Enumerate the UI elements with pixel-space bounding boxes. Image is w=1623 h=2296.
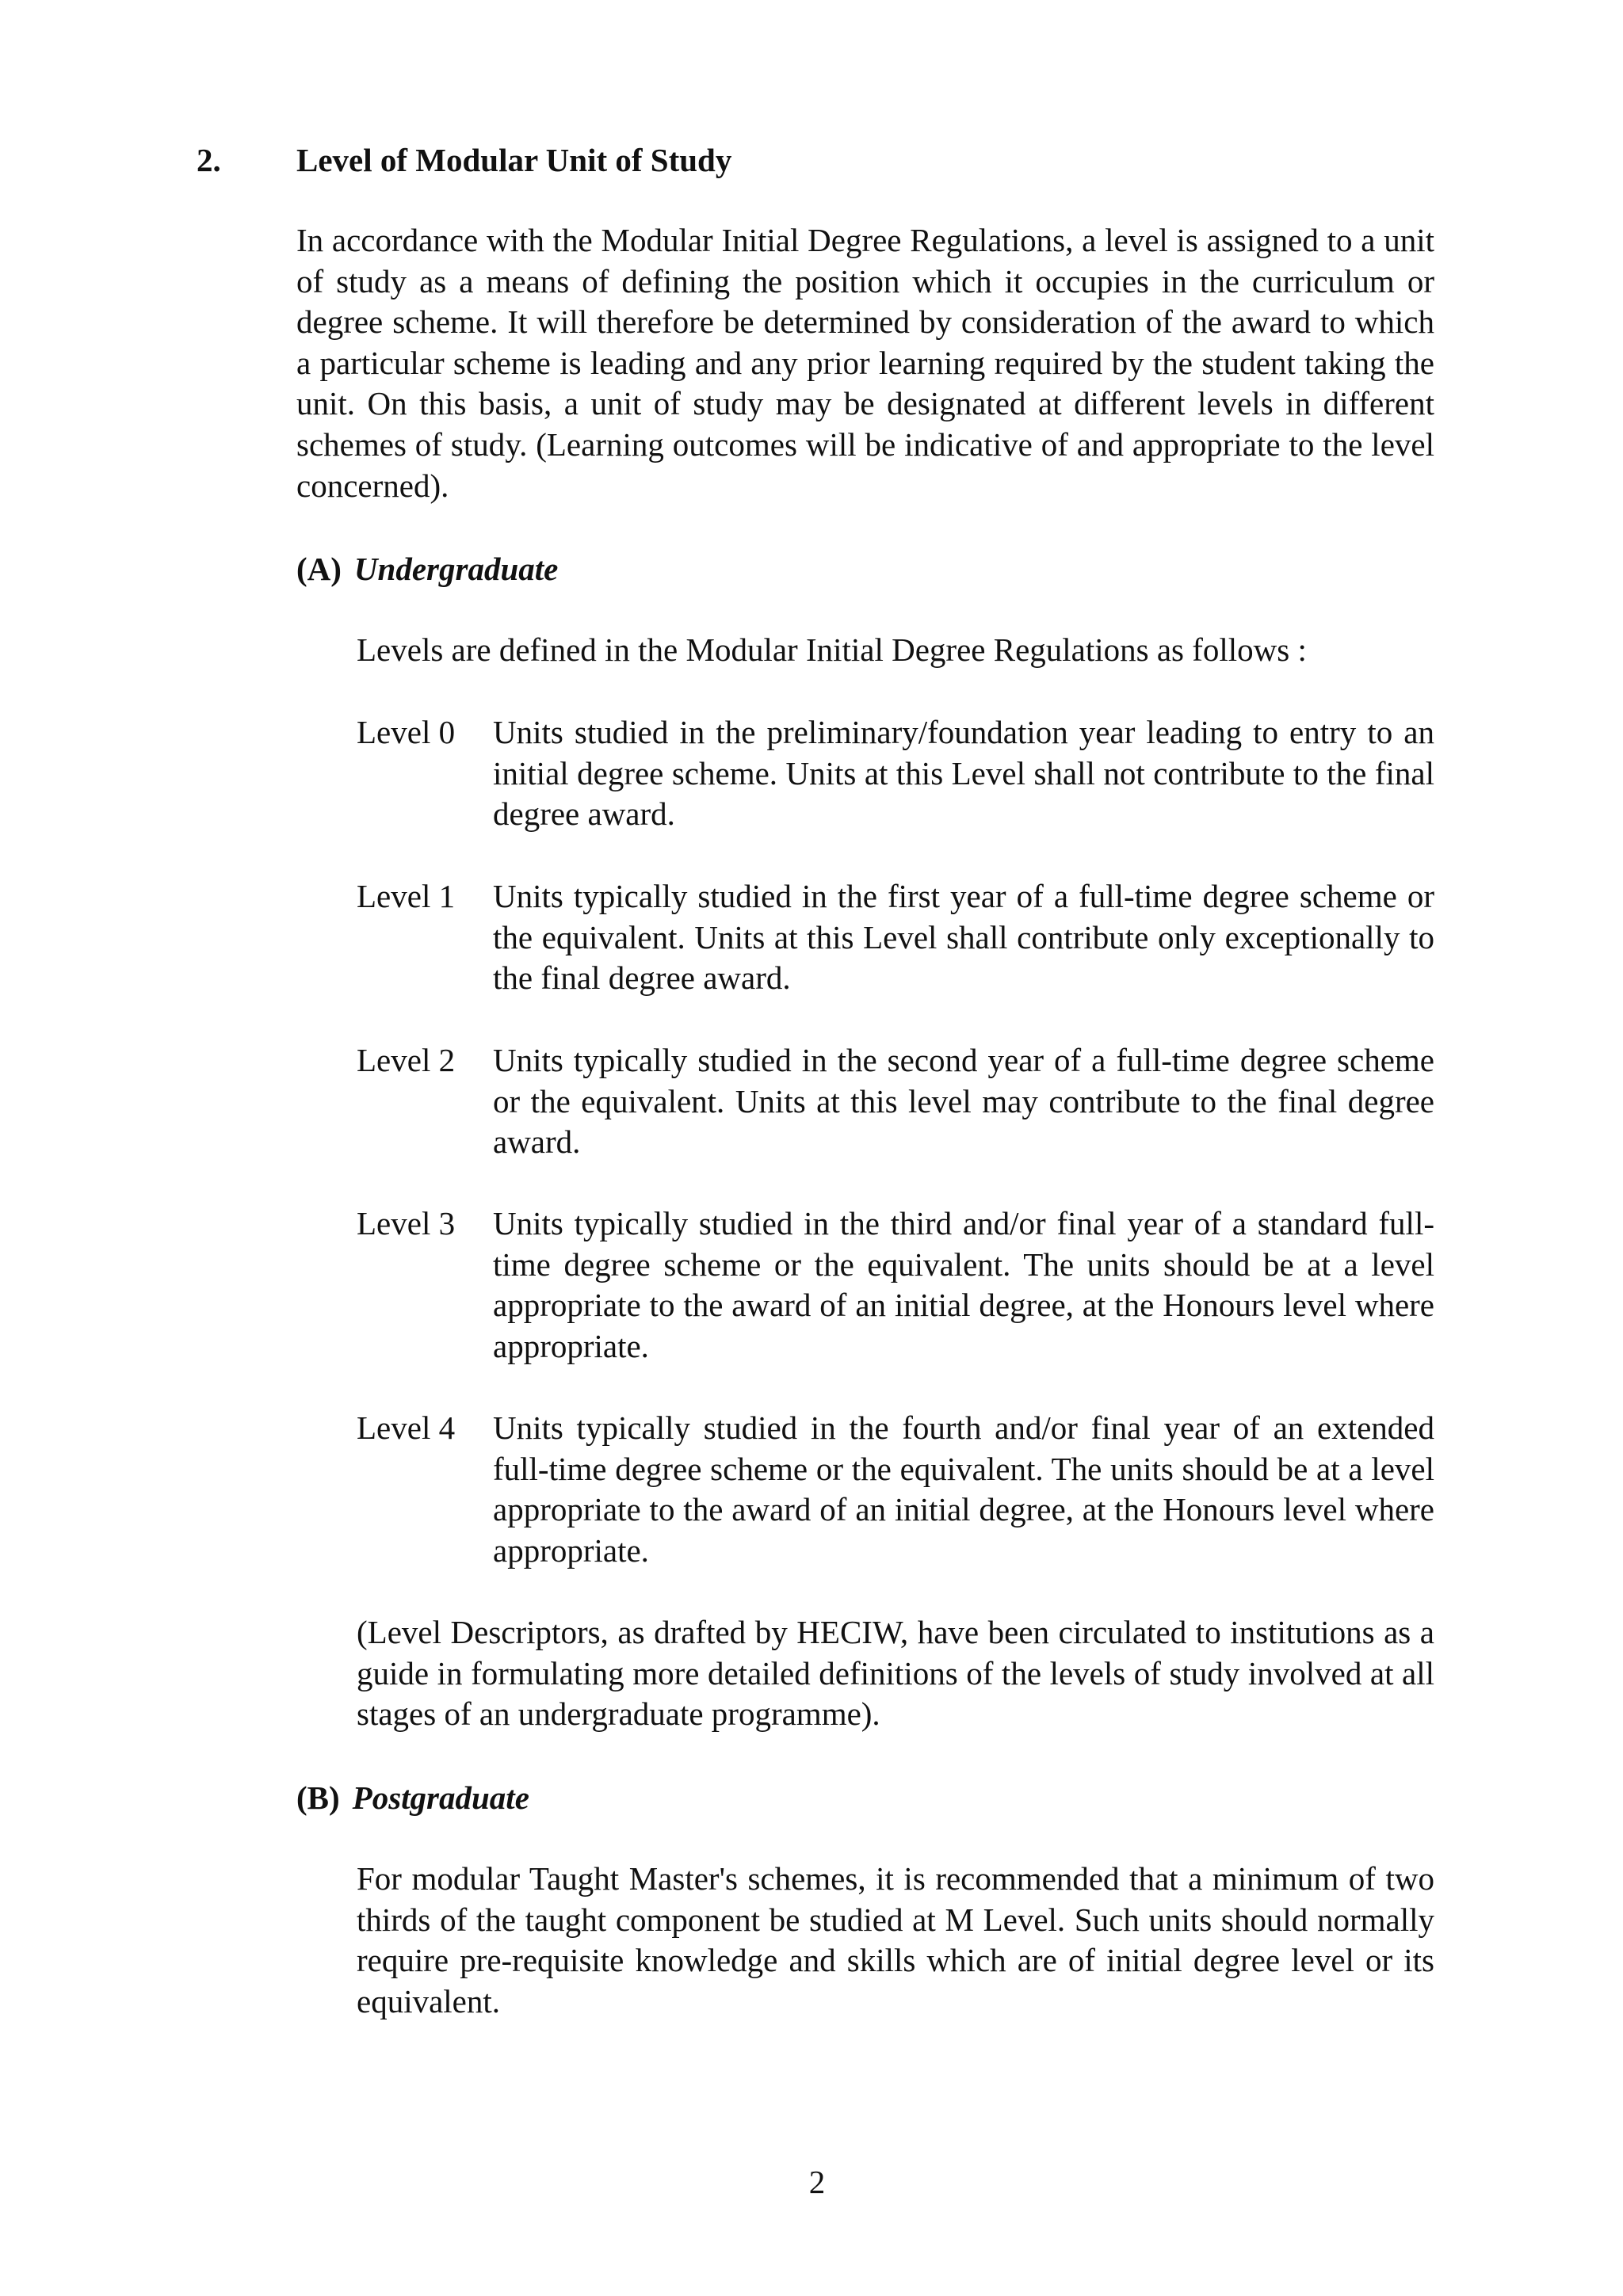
level-0-text: Units studied in the preliminary/foundation year leading to entry to an initial degree scheme. Units at this Level shall not contribute to the final degree award. [493, 714, 1434, 833]
postgraduate-heading [296, 1777, 529, 1818]
undergraduate-title: Undergraduate [353, 551, 559, 587]
postgraduate-title: Postgraduate [352, 1779, 529, 1816]
level-2-label: Level 2 [357, 1042, 456, 1078]
level-2-text: Units typically studied in the second year of a full-time degree scheme or the equivalent. Units at this level may contribute to the final degree award. [493, 1042, 1434, 1161]
undergraduate-letter: (A) [296, 551, 342, 587]
section-title: Level of Modular Unit of Study [296, 142, 732, 178]
postgraduate-paragraph: For modular Taught Master's schemes, it is recommended that a minimum of two thirds of the taught component be studied at M Level. Such units should normally require pre-requisite knowledge and skills which are of initial degree level or its equivalent. [357, 1860, 1434, 2019]
intro-paragraph: In accordance with the Modular Initial Degree Regulations, a level is assigned to a unit of study as a means of defining the position which it occupies in the curriculum or degree scheme. It will therefore be determined by consideration of the award to which a particular scheme is leading and any prior learning required by the student taking the unit. On this basis, a unit of study may be designated at different levels in different schemes of study. (Learning outcomes will be indicative of and appropriate to the level concerned). [296, 222, 1434, 504]
undergraduate-heading [296, 548, 558, 589]
level-1-label: Level 1 [357, 878, 456, 914]
page-number: 2 [808, 2164, 826, 2200]
postgraduate-letter: (B) [296, 1779, 340, 1816]
section-number: 2. [197, 142, 221, 178]
level-4-text: Units typically studied in the fourth and/or final year of an extended full-time degree scheme or the equivalent. The units should be at a level appropriate to the award of an initial degree, at the Honours level where appropriate. [493, 1409, 1434, 1569]
level-4-label: Level 4 [357, 1409, 456, 1446]
level-0-label: Level 0 [357, 714, 456, 750]
level-descriptors-note: (Level Descriptors, as drafted by HECIW, have been circulated to institutions as a guide in formulating more detailed definitions of the levels of study involved at all stages of an undergraduate programme). [357, 1614, 1434, 1733]
undergraduate-lead: Levels are defined in the Modular Initial Degree Regulations as follows : [357, 631, 1307, 668]
level-3-label: Level 3 [357, 1205, 456, 1241]
level-3-text: Units typically studied in the third and/or final year of a standard full-time degree scheme or the equivalent. The units should be at a level appropriate to the award of an initial degree, at the Honours level where appropriate. [493, 1205, 1434, 1364]
level-1-text: Units typically studied in the first year of a full-time degree scheme or the equivalent. Units at this Level shall contribute only exceptionally to the final degree award. [493, 878, 1434, 997]
